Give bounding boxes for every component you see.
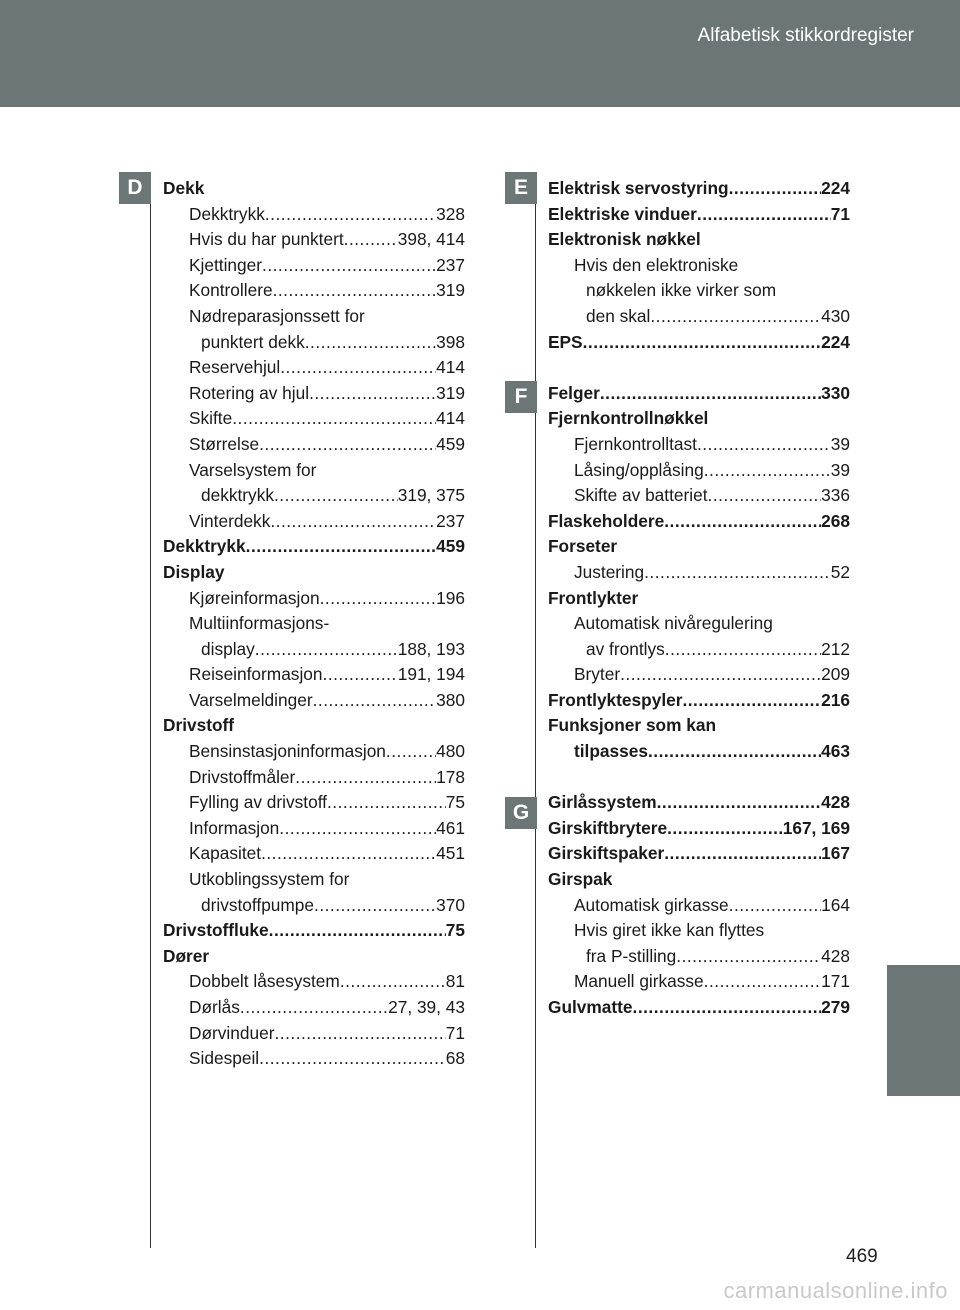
index-entry-page: 237: [436, 510, 465, 531]
dot-leader: [697, 202, 831, 228]
index-entry-page: 398, 414: [397, 229, 465, 250]
dot-leader: [259, 1046, 446, 1072]
index-entry-page: 75: [445, 792, 465, 813]
index-entry: [163, 483, 465, 509]
dot-leader: [240, 995, 388, 1021]
dot-leader: [682, 688, 821, 714]
index-entry: [163, 586, 465, 612]
dot-leader: [279, 816, 436, 842]
index-entry: [163, 841, 465, 867]
index-entry-label: Dekktrykk: [189, 203, 265, 224]
index-entry-label: Hvis giret ikke kan flyttes: [574, 920, 765, 941]
dot-leader: [704, 458, 831, 484]
index-entry-label: Dører: [163, 945, 210, 966]
index-entry-page: 428: [821, 945, 850, 966]
index-entry: [548, 406, 850, 432]
index-entry: [548, 227, 850, 253]
index-entry-label: display: [201, 638, 255, 659]
index-entry: [163, 560, 465, 586]
index-entry: [163, 688, 465, 714]
dot-leader: [280, 355, 436, 381]
index-entry: [163, 406, 465, 432]
index-entry-label: Skifte av batteriet: [574, 485, 708, 506]
dot-leader: [708, 483, 822, 509]
dot-leader: [704, 969, 821, 995]
index-entry: [548, 278, 850, 304]
index-entry-label: Reservehjul: [189, 357, 281, 378]
index-entry-page: 52: [830, 561, 850, 582]
index-entry-page: 27, 39, 43: [388, 997, 465, 1017]
dot-leader: [648, 739, 821, 765]
dot-leader: [274, 1021, 445, 1047]
index-entry: [548, 483, 850, 509]
index-entry: [163, 534, 465, 560]
index-entry: [548, 995, 850, 1021]
dot-leader: [274, 483, 398, 509]
index-entry-label: Manuell girkasse: [574, 971, 704, 992]
letter-marker-d: D: [119, 172, 151, 204]
index-entry-label: Forseter: [548, 536, 618, 557]
index-entry-label: Fjernkontrollnøkkel: [548, 408, 709, 429]
dot-leader: [320, 586, 437, 612]
dot-leader: [650, 304, 821, 330]
index-entry-label: Automatisk nivåregulering: [574, 613, 773, 634]
dot-leader: [259, 432, 436, 458]
index-entry-page: 68: [445, 1048, 465, 1069]
index-entry: [163, 355, 465, 381]
index-entry: [163, 611, 465, 637]
index-entry-label: Kjøreinformasjon: [189, 587, 320, 608]
dot-leader: [620, 662, 821, 688]
index-entry-page: 370: [436, 894, 465, 915]
index-entry-label: Nødreparasjonssett for: [189, 305, 365, 326]
right-column-rule: [535, 172, 536, 1248]
dot-leader: [386, 739, 436, 765]
index-entry: [548, 534, 850, 560]
index-column-right: [548, 176, 850, 1021]
index-entry-page: 459: [436, 536, 465, 557]
index-entry-page: 330: [821, 382, 850, 403]
index-entry: [163, 790, 465, 816]
index-entry: [163, 662, 465, 688]
index-entry: [163, 278, 465, 304]
index-entry-label: Størrelse: [189, 433, 260, 454]
index-entry-page: 178: [436, 766, 465, 787]
index-entry-page: 319: [436, 280, 465, 301]
dot-leader: [295, 765, 436, 791]
index-entry: [548, 637, 850, 663]
index-entry: [548, 381, 850, 407]
index-entry-page: 164: [821, 894, 850, 915]
index-entry: [163, 1021, 465, 1047]
index-entry-page: 328: [436, 203, 465, 224]
index-entry: [548, 688, 850, 714]
header-band: [0, 0, 960, 107]
index-entry-label: Dekktrykk: [163, 536, 246, 557]
index-entry: [548, 304, 850, 330]
index-entry-label: Fylling av drivstoff: [189, 792, 327, 813]
index-entry-page: 319: [436, 382, 465, 403]
index-entry-label: Display: [163, 561, 225, 582]
index-entry: [548, 253, 850, 279]
index-entry-label: Fjernkontrolltast: [574, 433, 697, 454]
index-entry-label: Kapasitet: [189, 843, 262, 864]
index-entry-label: dekktrykk: [201, 485, 274, 506]
dot-leader: [657, 790, 822, 816]
index-entry-page: 39: [830, 459, 850, 480]
dot-leader: [265, 202, 436, 228]
index-entry: [163, 995, 465, 1021]
index-entry-page: 414: [436, 357, 465, 378]
left-column-rule: [150, 172, 151, 1248]
index-entry-label: Informasjon: [189, 817, 280, 838]
index-entry-label: Elektrisk servostyring: [548, 178, 729, 198]
index-entry-label: Bryter: [574, 664, 621, 685]
index-spacer: [548, 355, 850, 381]
index-entry-label: Varselsystem for: [189, 459, 317, 480]
index-entry-page: 279: [821, 997, 850, 1017]
index-entry-label: Vinterdekk: [189, 510, 271, 531]
dot-leader: [246, 534, 437, 560]
index-entry-page: 196: [436, 587, 465, 608]
index-entry-page: 336: [821, 485, 850, 506]
index-entry-label: Girspak: [548, 869, 613, 890]
dot-leader: [664, 509, 821, 535]
index-entry-label: Flaskeholdere: [548, 510, 665, 531]
dot-leader: [664, 841, 821, 867]
dot-leader: [323, 662, 398, 688]
index-entry: [548, 969, 850, 995]
index-entry-label: Funksjoner som kan: [548, 715, 717, 736]
index-entry-page: 461: [436, 817, 465, 838]
index-entry-page: 268: [821, 510, 850, 531]
index-entry-page: 75: [445, 920, 465, 941]
index-entry: [548, 662, 850, 688]
watermark: carmanualsonline.info: [723, 1278, 948, 1303]
index-entry: [163, 765, 465, 791]
dot-leader: [600, 381, 821, 407]
index-entry-label: Girskiftbrytere: [548, 817, 668, 838]
index-entry: [163, 918, 465, 944]
dot-leader: [313, 688, 437, 714]
dot-leader: [667, 816, 783, 842]
dot-leader: [270, 509, 436, 535]
dot-leader: [729, 893, 822, 919]
dot-leader: [232, 406, 436, 432]
index-entry: [163, 1046, 465, 1072]
index-entry-page: 71: [445, 1022, 465, 1043]
index-entry-page: 81: [445, 971, 465, 992]
index-column-left: [163, 176, 465, 1072]
index-entry-label: Bensinstasjoninformasjon: [189, 741, 386, 762]
index-entry-label: Drivstoffmåler: [189, 766, 296, 787]
index-entry-label: punktert dekk: [201, 331, 305, 352]
dot-leader: [676, 944, 821, 970]
index-entry: [163, 816, 465, 842]
index-entry: [163, 458, 465, 484]
index-entry-page: 224: [821, 178, 850, 198]
dot-leader: [309, 381, 436, 407]
index-entry-page: 171: [821, 971, 850, 992]
dot-leader: [665, 637, 821, 663]
index-entry: [548, 790, 850, 816]
index-entry-label: Dørlås: [189, 997, 240, 1017]
index-entry-page: 319, 375: [397, 485, 465, 506]
index-entry: [548, 432, 850, 458]
index-entry-label: fra P-stilling: [586, 945, 677, 966]
page-number: 469: [846, 1246, 878, 1267]
index-entry-label: Frontlyktespyler: [548, 689, 683, 710]
index-entry: [548, 458, 850, 484]
side-thumb-tab: [887, 965, 960, 1096]
section-title: Alfabetisk stikkordregister: [697, 25, 914, 46]
index-entry-page: 39: [830, 433, 850, 454]
index-entry-label: Elektronisk nøkkel: [548, 229, 701, 250]
index-entry: [548, 893, 850, 919]
index-entry-page: 188, 193: [397, 638, 465, 659]
index-entry-label: Kjettinger: [189, 254, 263, 275]
index-entry: [548, 739, 850, 765]
index-entry-label: Dørvinduer: [189, 1022, 275, 1043]
index-entry: [163, 202, 465, 228]
index-entry-label: Utkoblingssystem for: [189, 869, 350, 890]
index-entry: [548, 202, 850, 228]
index-entry: [163, 893, 465, 919]
letter-marker-f: F: [505, 381, 537, 413]
index-entry-page: 71: [830, 203, 850, 224]
index-entry-label: Kontrollere: [189, 280, 273, 301]
index-entry-page: 414: [436, 408, 465, 429]
index-entry-label: Multiinformasjons-: [189, 613, 330, 634]
dot-leader: [697, 432, 831, 458]
index-entry-page: 380: [436, 689, 465, 710]
index-entry-label: nøkkelen ikke virker som: [586, 280, 777, 301]
index-entry: [163, 867, 465, 893]
index-entry: [163, 253, 465, 279]
index-entry: [548, 560, 850, 586]
letter-marker-e: E: [505, 172, 537, 204]
index-entry: [163, 381, 465, 407]
index-entry-label: Frontlykter: [548, 587, 639, 608]
index-entry-label: Automatisk girkasse: [574, 894, 729, 915]
index-entry-label: Justering: [574, 561, 645, 582]
index-entry: [548, 611, 850, 637]
dot-leader: [729, 176, 822, 202]
dot-leader: [269, 918, 446, 944]
index-entry: [548, 330, 850, 356]
index-entry-label: Dobbelt låsesystem: [189, 971, 340, 992]
index-entry-page: 212: [821, 638, 850, 659]
index-entry-page: 209: [821, 664, 850, 685]
index-entry: [163, 713, 465, 739]
index-entry: [548, 841, 850, 867]
index-entry-label: Reiseinformasjon: [189, 664, 323, 685]
dot-leader: [340, 969, 446, 995]
index-entry-page: 191, 194: [397, 664, 465, 685]
index-entry-label: Hvis du har punktert: [189, 229, 344, 250]
index-entry: [163, 944, 465, 970]
index-entry-page: 167, 169: [782, 817, 850, 838]
index-entry: [548, 176, 850, 202]
index-entry-label: Girlåssystem: [548, 792, 657, 813]
index-entry: [163, 509, 465, 535]
index-entry: [548, 918, 850, 944]
index-entry-page: 463: [821, 741, 850, 762]
index-entry-page: 237: [436, 254, 465, 275]
index-entry-label: Sidespeil: [189, 1048, 260, 1069]
dot-leader: [314, 893, 436, 919]
dot-leader: [305, 330, 436, 356]
dot-leader: [327, 790, 446, 816]
index-entry-page: 480: [436, 741, 465, 762]
index-entry: [548, 944, 850, 970]
index-entry-page: 430: [821, 305, 850, 326]
index-entry-label: den skal: [586, 305, 651, 326]
index-entry: [163, 176, 465, 202]
index-entry-page: 459: [436, 433, 465, 454]
index-entry-page: 428: [821, 792, 850, 813]
index-entry: [163, 637, 465, 663]
index-entry-page: 167: [821, 843, 850, 864]
index-entry: [548, 713, 850, 739]
index-entry-label: Rotering av hjul: [189, 382, 310, 403]
dot-leader: [644, 560, 831, 586]
dot-leader: [583, 330, 822, 356]
index-entry: [163, 304, 465, 330]
index-entry-label: Felger: [548, 382, 600, 403]
letter-marker-g: G: [505, 797, 537, 829]
dot-leader: [273, 278, 437, 304]
dot-leader: [261, 841, 436, 867]
index-entry-page: 451: [436, 843, 465, 864]
dot-leader: [344, 227, 398, 253]
index-entry-label: EPS: [548, 331, 583, 352]
index-entry-label: Drivstoffluke: [163, 920, 269, 941]
index-entry-label: Skifte: [189, 408, 233, 429]
index-entry-page: 216: [821, 689, 850, 710]
index-entry-label: Elektriske vinduer: [548, 203, 697, 224]
index-entry-label: tilpasses: [574, 741, 648, 762]
index-entry-label: Gulvmatte: [548, 997, 633, 1017]
index-entry: [163, 739, 465, 765]
dot-leader: [255, 637, 398, 663]
index-entry: [548, 586, 850, 612]
index-entry-label: Girskiftspaker: [548, 843, 665, 864]
index-entry: [548, 867, 850, 893]
index-entry: [163, 330, 465, 356]
index-entry: [163, 432, 465, 458]
index-spacer: [548, 765, 850, 791]
index-entry-label: Varselmeldinger: [189, 689, 313, 710]
index-entry: [548, 509, 850, 535]
index-entry-page: 224: [821, 331, 850, 352]
index-entry: [548, 816, 850, 842]
index-entry-page: 398: [436, 331, 465, 352]
dot-leader: [633, 995, 822, 1021]
dot-leader: [262, 253, 436, 279]
index-entry-label: Låsing/opplåsing: [574, 459, 704, 480]
index-entry-label: Drivstoff: [163, 715, 235, 736]
index-entry-label: Hvis den elektroniske: [574, 254, 739, 275]
index-entry: [163, 227, 465, 253]
index-entry-label: Dekk: [163, 178, 205, 198]
index-entry-label: av frontlys: [586, 638, 665, 659]
index-entry-label: drivstoffpumpe: [201, 894, 315, 915]
index-entry: [163, 969, 465, 995]
